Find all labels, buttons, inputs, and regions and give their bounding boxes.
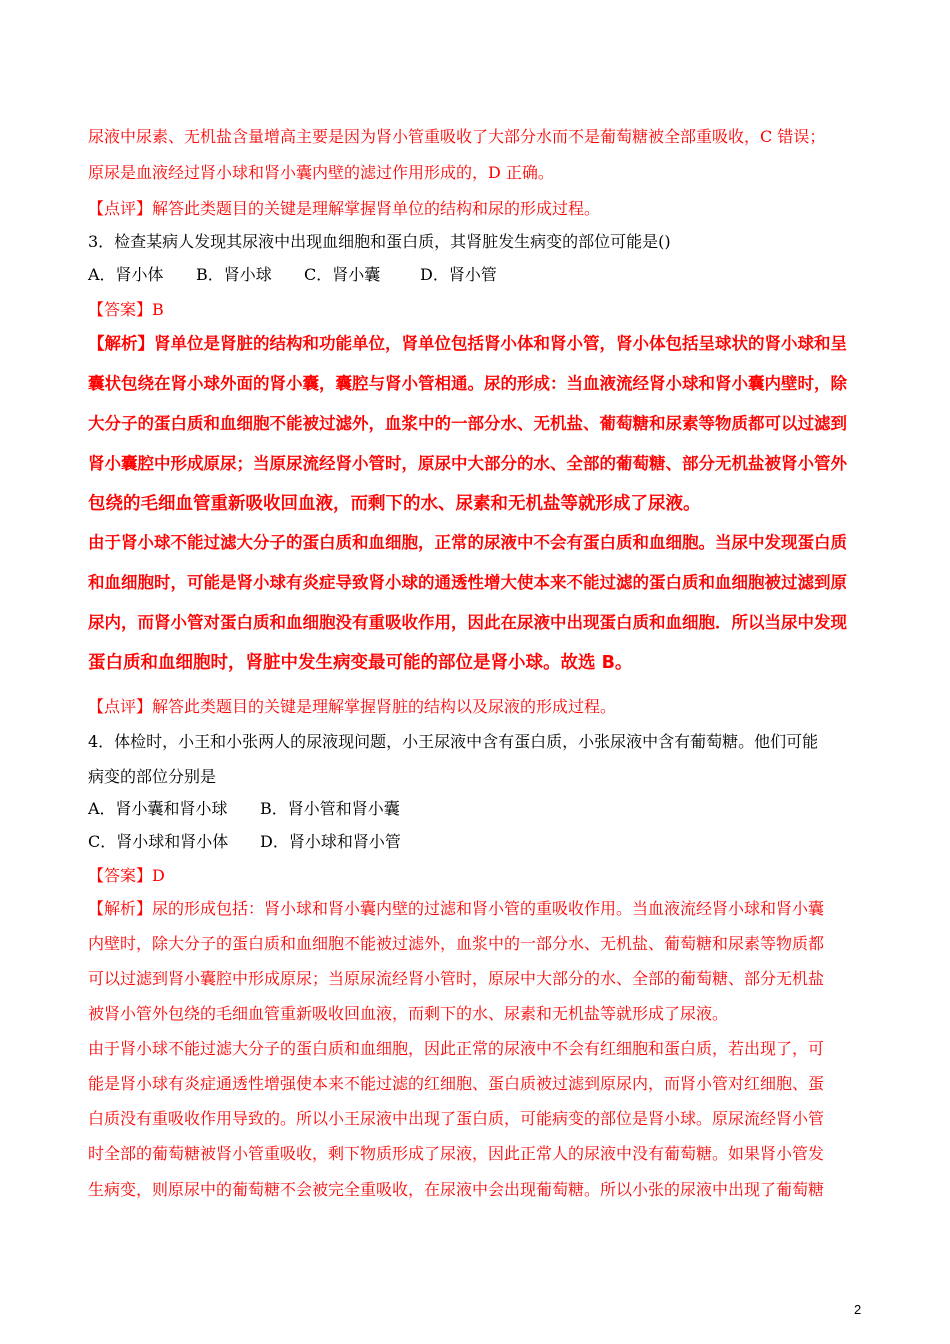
q4-analysis-line: 被肾小管外包绕的毛细血管重新吸收回血液，而剩下的水、尿素和无机盐等就形成了尿液。: [88, 1004, 729, 1023]
q3-analysis-line: 包绕的毛细血管重新吸收回血液，而剩下的水、尿素和无机盐等就形成了尿液。: [88, 494, 701, 514]
q3-option-b: B．肾小球: [196, 265, 272, 284]
q3-analysis-line: 【解析】肾单位是肾脏的结构和功能单位，肾单位包括肾小体和肾小管，肾小体包括呈球状的肾小球和呈: [88, 334, 847, 353]
q3-analysis-line: 由于肾小球不能过滤大分子的蛋白质和血细胞，正常的尿液中不会有蛋白质和血细胞。当尿中发现蛋白质: [88, 533, 847, 552]
q4-options-row-2: [88, 832, 401, 852]
q4-stem-2: 病变的部位分别是: [88, 767, 217, 786]
q3-analysis-line: 囊状包绕在肾小球外面的肾小囊，囊腔与肾小管相通。尿的形成：当血液流经肾小球和肾小囊内壁时，除: [88, 374, 847, 393]
q4-analysis-line: 生病变，则原尿中的葡萄糖不会被完全重吸收，在尿液中会出现葡萄糖。所以小张的尿液中出现了葡萄糖: [88, 1180, 825, 1199]
q3-option-c: C．肾小囊: [304, 265, 381, 284]
intro-line-2: 原尿是血液经过肾小球和肾小囊内壁的滤过作用形成的，D 正确。: [88, 163, 554, 182]
q3-stem: 3．检查某病人发现其尿液中出现血细胞和蛋白质，其肾脏发生病变的部位可能是(): [88, 232, 671, 251]
q4-options-row-1: [88, 799, 400, 819]
q3-analysis-line: 和血细胞时，可能是肾小球有炎症导致肾小球的通透性增大使本来不能过滤的蛋白质和血细胞被过滤到原: [88, 573, 847, 592]
page-number: 2: [854, 1302, 862, 1317]
q4-option-b: B．肾小管和肾小囊: [260, 799, 400, 818]
q4-analysis-line: 由于肾小球不能过滤大分子的蛋白质和血细胞，因此正常的尿液中不会有红细胞和蛋白质，若出现了，可: [88, 1039, 825, 1058]
q3-analysis-line: 蛋白质和血细胞时，肾脏中发生病变最可能的部位是肾小球。故选 B。: [88, 653, 633, 673]
q4-analysis-line: 内壁时，除大分子的蛋白质和血细胞不能被过滤外，血浆中的一部分水、无机盐、葡萄糖和尿素等物质都: [88, 934, 825, 953]
q4-analysis-line: 【解析】尿的形成包括：肾小球和肾小囊内壁的过滤和肾小管的重吸收作用。当血液流经肾小球和肾小囊: [88, 899, 825, 918]
q4-option-a: A．肾小囊和肾小球: [88, 799, 228, 818]
intro-comment: 【点评】解答此类题目的关键是理解掌握肾单位的结构和尿的形成过程。: [88, 199, 601, 218]
q4-answer: 【答案】D: [88, 866, 165, 885]
q4-stem-1: 4．体检时，小王和小张两人的尿液现问题，小王尿液中含有蛋白质，小张尿液中含有葡萄糖。他们可能: [88, 732, 819, 751]
intro-line-1: 尿液中尿素、无机盐含量增高主要是因为肾小管重吸收了大部分水而不是葡萄糖被全部重吸收，C 错误；: [88, 127, 826, 146]
q4-analysis-line: 白质没有重吸收作用导致的。所以小王尿液中出现了蛋白质，可能病变的部位是肾小球。原尿流经肾小管: [88, 1109, 825, 1128]
q4-analysis-line: 能是肾小球有炎症通透性增强使本来不能过滤的红细胞、蛋白质被过滤到原尿内，而肾小管对红细胞、蛋: [88, 1074, 825, 1093]
q3-analysis-line: 肾小囊腔中形成原尿；当原尿流经肾小管时，原尿中大部分的水、全部的葡萄糖、部分无机盐被肾小管外: [88, 454, 847, 473]
q3-option-d: D．肾小管: [420, 265, 497, 284]
q3-option-a: A．肾小体: [88, 265, 164, 284]
q4-analysis-line: 可以过滤到肾小囊腔中形成原尿；当原尿流经肾小管时，原尿中大部分的水、全部的葡萄糖、部分无机盐: [88, 969, 825, 988]
q3-analysis-line: 大分子的蛋白质和血细胞不能被过滤外，血浆中的一部分水、无机盐、葡萄糖和尿素等物质都可以过滤到: [88, 414, 847, 433]
q3-comment: 【点评】解答此类题目的关键是理解掌握肾脏的结构以及尿液的形成过程。: [88, 697, 617, 716]
q3-analysis-line: 尿内，而肾小管对蛋白质和血细胞没有重吸收作用，因此在尿液中出现蛋白质和血细胞．所以当尿中发现: [88, 613, 847, 632]
q4-option-d: D．肾小球和肾小管: [260, 832, 401, 851]
q4-analysis-line: 时全部的葡萄糖被肾小管重吸收，剩下物质形成了尿液，因此正常人的尿液中没有葡萄糖。如果肾小管发: [88, 1144, 825, 1163]
q4-option-c: C．肾小球和肾小体: [88, 832, 229, 851]
q3-options: [88, 265, 497, 285]
q3-answer: 【答案】B: [88, 300, 164, 319]
